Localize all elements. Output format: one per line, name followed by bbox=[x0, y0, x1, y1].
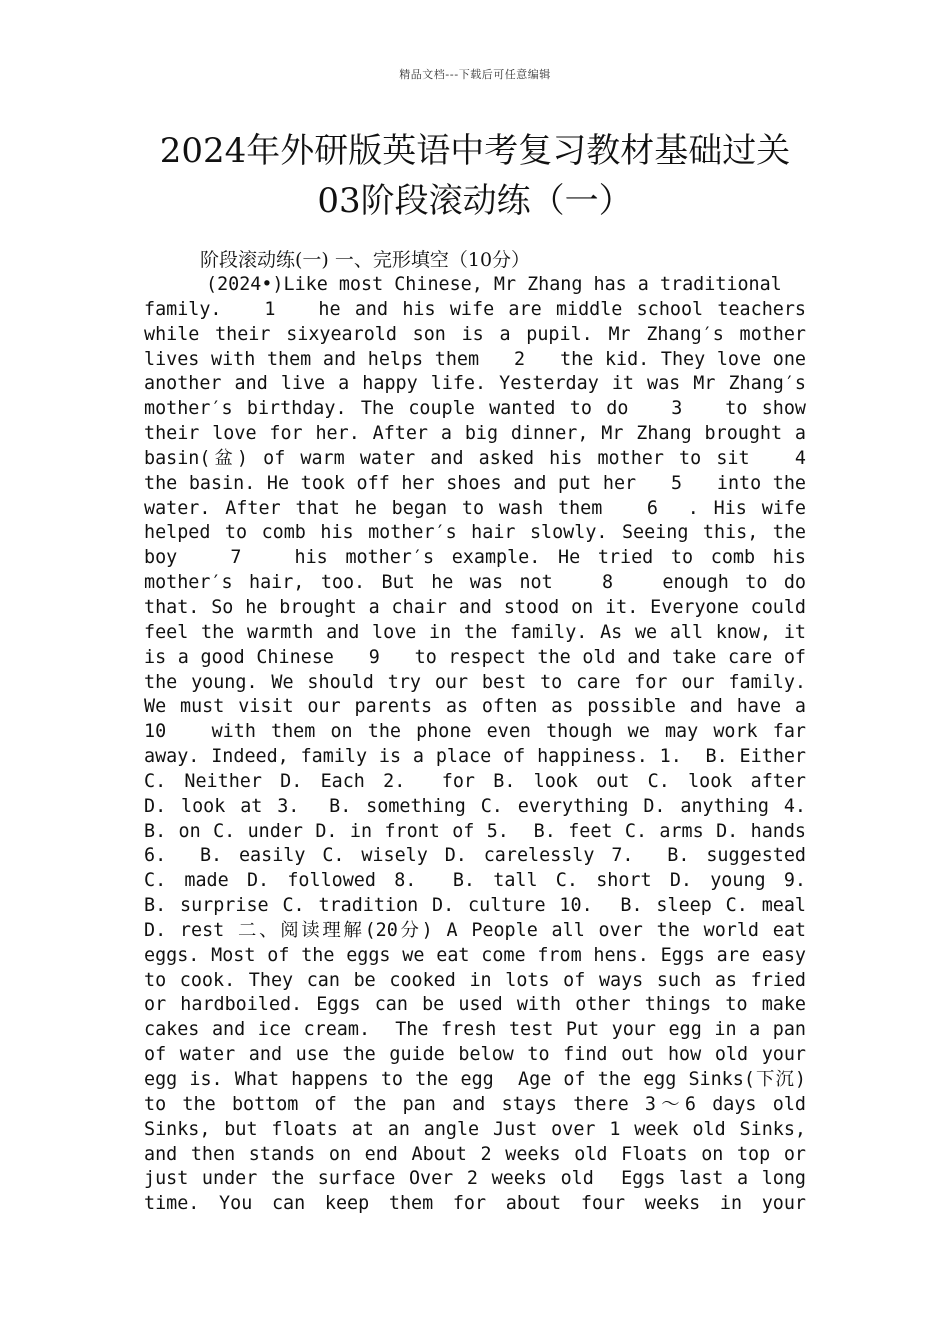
body-line: basin(盆) of warm water and asked his mother to sit 4 bbox=[144, 447, 806, 469]
body-line: C. Neither D. Each 2. for B. look out C. look after bbox=[144, 770, 806, 792]
title-line-1: 2024年外研版英语中考复习教材基础过关 bbox=[159, 131, 791, 171]
body-line: of water and use the guide below to find out how old your bbox=[144, 1044, 806, 1066]
page-header-note: 精品文档---下载后可任意编辑 bbox=[399, 68, 551, 81]
body-line: We must visit our parents as often as possible and have a bbox=[144, 696, 806, 718]
section-heading: 阶段滚动练(一) 一、完形填空（10分） bbox=[200, 249, 531, 271]
body-line: time. You can keep them for about four weeks in your bbox=[144, 1193, 806, 1215]
body-line: another and live a happy life. Yesterday it was Mr Zhang′s bbox=[144, 373, 806, 395]
body-line: or hardboiled. Eggs can be used with other things to make bbox=[144, 994, 806, 1016]
body-line: helped to comb his mother′s hair slowly. Seeing this, the bbox=[144, 522, 806, 544]
body-line: feel the warmth and love in the family. As we all know, it bbox=[144, 621, 806, 643]
body-line: B. surprise C. tradition D. culture 10. B. sleep C. meal bbox=[144, 895, 806, 917]
body-line: Sinks, but floats at an angle Just over 1 week old Sinks, bbox=[144, 1118, 806, 1140]
body-line: water. After that he began to wash them 6 . His wife bbox=[144, 497, 806, 519]
body-line: boy 7 his mother′s example. He tried to comb his bbox=[144, 547, 806, 569]
body-line: 6. B. easily C. wisely D. carelessly 7. B. suggested bbox=[144, 845, 806, 867]
body-line: the basin. He took off her shoes and put her 5 into the bbox=[144, 472, 806, 494]
body-line: away. Indeed, family is a place of happiness. 1. B. Either bbox=[144, 746, 806, 768]
title-line-2: 03阶段滚动练（一） bbox=[317, 181, 633, 221]
body-line: D. look at 3. B. something C. everything D. anything 4. bbox=[144, 795, 806, 817]
body-line: family. 1 he and his wife are middle school teachers bbox=[144, 298, 806, 320]
body-line: C. made D. followed 8. B. tall C. short D. young 9. bbox=[144, 870, 806, 892]
body-line: and then stands on end About 2 weeks old Floats on top or bbox=[144, 1143, 806, 1165]
body-line: their love for her. After a big dinner, Mr Zhang brought a bbox=[144, 423, 806, 445]
body-line: mother′s birthday. The couple wanted to do 3 to show bbox=[144, 398, 806, 420]
body-line: 10 with them on the phone even though we may work far bbox=[144, 721, 806, 743]
body-line: to the bottom of the pan and stays there 3～6 days old bbox=[144, 1093, 806, 1115]
body-line: to cook. They can be cooked in lots of ways such as fried bbox=[144, 969, 806, 991]
body-line: eggs. Most of the eggs we eat come from hens. Eggs are easy bbox=[144, 944, 806, 966]
body-line: just under the surface Over 2 weeks old Eggs last a long bbox=[144, 1168, 806, 1190]
body-line: while their sixyearold son is a pupil. Mr Zhang′s mother bbox=[144, 323, 806, 345]
body-line: mother′s hair, too. But he was not 8 enough to do bbox=[144, 572, 806, 594]
document-title bbox=[0, 126, 950, 226]
body-line: cakes and ice cream. The fresh test Put your egg in a pan bbox=[144, 1019, 806, 1041]
body-line: the young. We should try our best to care for our family. bbox=[144, 671, 806, 693]
body-line: D. rest 二、阅读理解(20分) A People all over the world eat bbox=[144, 919, 806, 941]
body-line: is a good Chinese 9 to respect the old and take care of bbox=[144, 646, 806, 668]
body-line: B. on C. under D. in front of 5. B. feet C. arms D. hands bbox=[144, 820, 806, 842]
body-line: lives with them and helps them 2 the kid. They love one bbox=[144, 348, 806, 370]
body-line: that. So he brought a chair and stood on it. Everyone could bbox=[144, 596, 806, 618]
body-text bbox=[144, 273, 806, 1217]
body-line: (2024•)Like most Chinese, Mr Zhang has a traditional bbox=[206, 274, 782, 295]
body-line: egg is. What happens to the egg Age of the egg Sinks(下沉) bbox=[144, 1069, 806, 1090]
